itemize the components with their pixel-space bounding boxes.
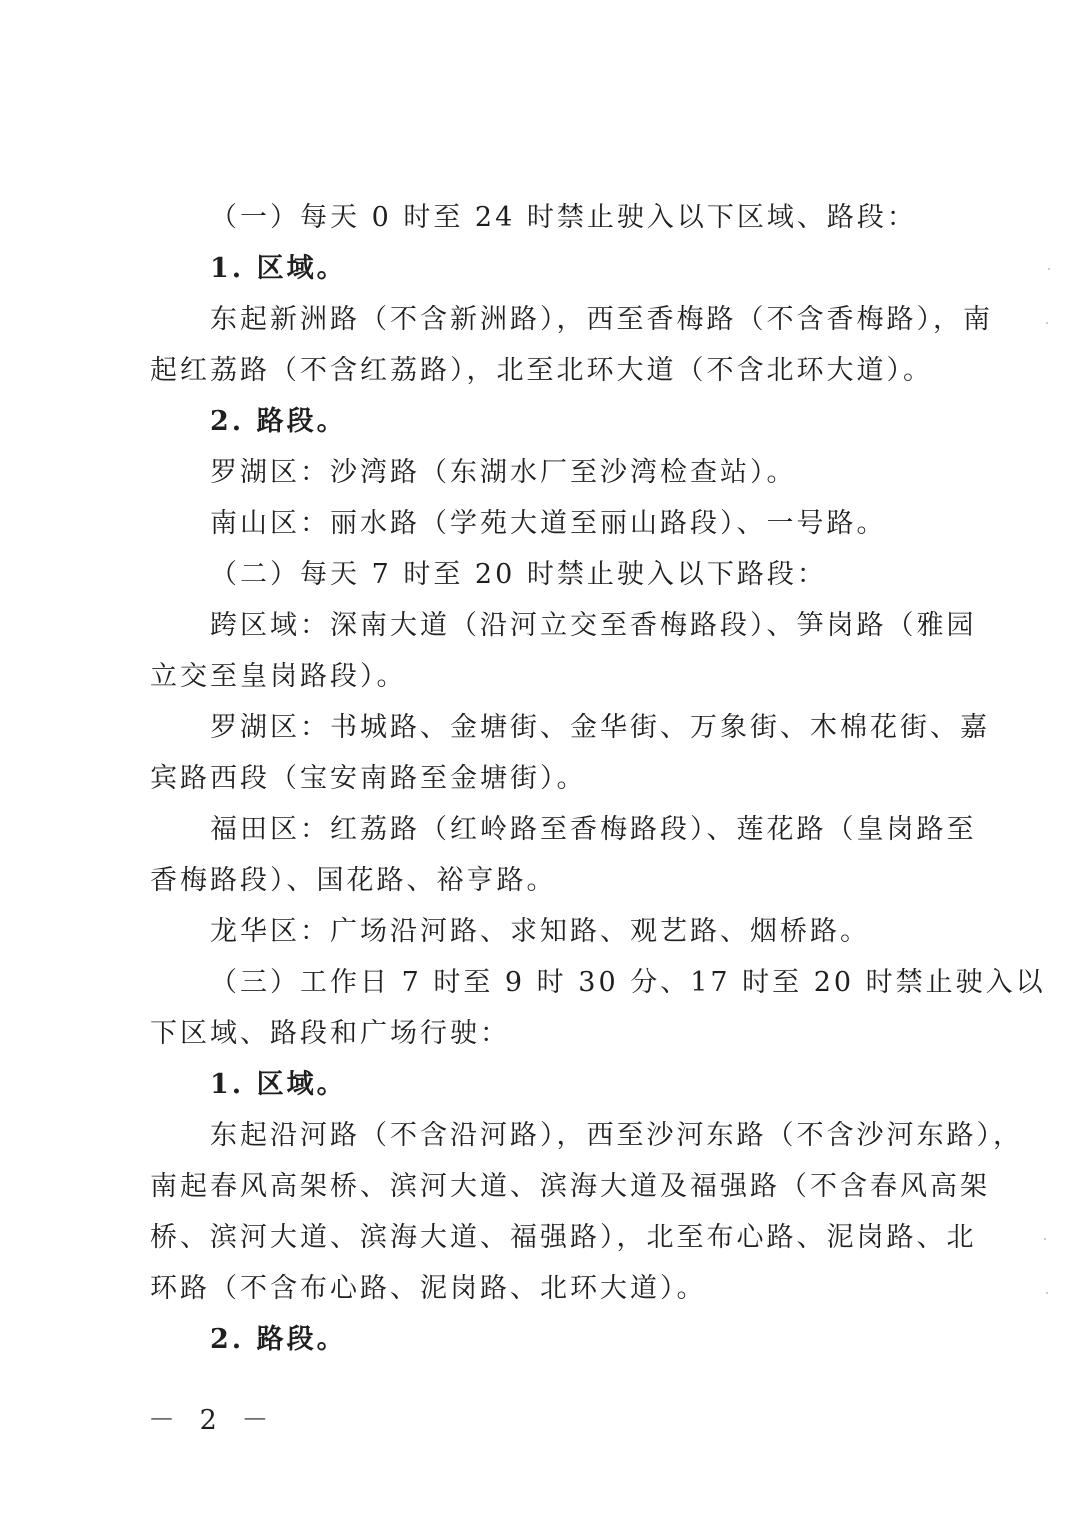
paragraph-line: 福田区：红荔路（红岭路至香梅路段）、莲花路（皇岗路至 (210, 814, 977, 845)
paragraph-line: 龙华区：广场沿河路、求知路、观艺路、烟桥路。 (210, 916, 870, 947)
paragraph-line: 桥、滨河大道、滨海大道、福强路），北至布心路、泥岗路、北 (150, 1222, 977, 1253)
section-heading-2: （二）每天 7 时至 20 时禁止驶入以下路段： (210, 559, 827, 590)
section-heading-1: （一）每天 0 时至 24 时禁止驶入以下区域、路段： (210, 202, 917, 233)
paragraph-line: 罗湖区：书城路、金塘街、金华街、万象街、木棉花街、嘉 (210, 712, 990, 743)
paragraph-line: 宾路西段（宝安南路至金塘街）。 (150, 763, 587, 794)
subheading-road: 2. 路段。 (210, 406, 347, 437)
paragraph-line: 罗湖区：沙湾路（东湖水厂至沙湾检查站）。 (210, 457, 797, 488)
paragraph-line: 南山区：丽水路（学苑大道至丽山路段）、一号路。 (210, 508, 887, 539)
document-body (150, 192, 1046, 1365)
subheading-area: 1. 区域。 (210, 253, 347, 284)
paragraph-line: 环路（不含布心路、泥岗路、北环大道）。 (150, 1273, 707, 1304)
paragraph-line: 东起沿河路（不含沿河路），西至沙河东路（不含沙河东路）， (210, 1120, 1023, 1151)
paragraph-line: 东起新洲路（不含新洲路），西至香梅路（不含香梅路），南 (210, 304, 993, 335)
scan-speck (1046, 322, 1048, 324)
subheading-area: 1. 区域。 (210, 1069, 347, 1100)
paragraph-line: 立交至皇岗路段）。 (150, 661, 407, 692)
paragraph-line: 香梅路段）、国花路、裕亨路。 (150, 865, 557, 896)
section-heading-3: （三）工作日 7 时至 9 时 30 分、17 时至 20 时禁止驶入以 (210, 967, 1046, 998)
paragraph-line: 下区域、路段和广场行驶： (150, 1018, 510, 1049)
paragraph-line: 跨区域：深南大道（沿河立交至香梅路段）、笋岗路（雅园 (210, 610, 977, 641)
page-number: － 2 － (148, 1405, 277, 1436)
scan-speck (1044, 1238, 1046, 1240)
paragraph-line: 起红荔路（不含红荔路），北至北环大道（不含北环大道）。 (150, 355, 933, 386)
paragraph-line: 南起春风高架桥、滨河大道、滨海大道及福强路（不含春风高架 (150, 1171, 990, 1202)
scan-speck (1046, 1292, 1048, 1294)
subheading-road: 2. 路段。 (210, 1324, 347, 1355)
scan-speck (1048, 268, 1050, 270)
